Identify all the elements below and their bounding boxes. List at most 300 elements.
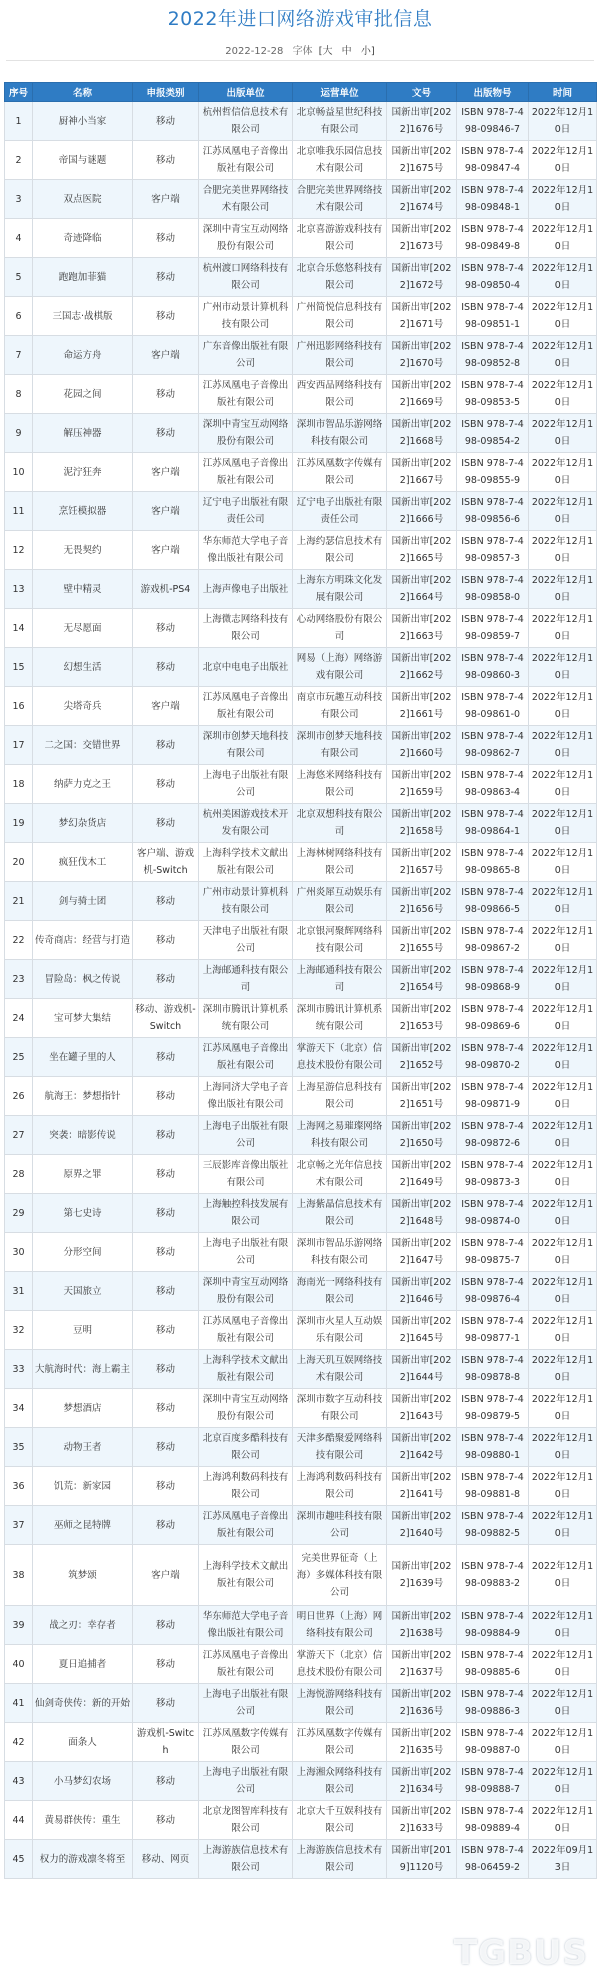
cell-date: 2022年12月10日 bbox=[529, 1545, 597, 1606]
cell-operator: 北京喜游游戏科技有限公司 bbox=[293, 219, 387, 258]
cell-date: 2022年12月10日 bbox=[529, 1194, 597, 1233]
cell-operator: 深圳市创梦天地科技有限公司 bbox=[293, 726, 387, 765]
cell-approval-number: 国新出审[2022]1637号 bbox=[387, 1645, 457, 1684]
cell-index: 4 bbox=[5, 219, 33, 258]
cell-index: 43 bbox=[5, 1762, 33, 1801]
header-approval-number: 文号 bbox=[387, 83, 457, 102]
cell-approval-number: 国新出审[2022]1642号 bbox=[387, 1428, 457, 1467]
cell-operator: 深圳市火星人互动娱乐有限公司 bbox=[293, 1311, 387, 1350]
cell-publisher: 深圳中青宝互动网络股份有限公司 bbox=[199, 219, 293, 258]
cell-category: 客户端 bbox=[133, 492, 199, 531]
cell-category: 移动 bbox=[133, 1038, 199, 1077]
cell-date: 2022年12月10日 bbox=[529, 960, 597, 999]
cell-index: 5 bbox=[5, 258, 33, 297]
cell-approval-number: 国新出审[2022]1662号 bbox=[387, 648, 457, 687]
cell-operator: 掌游天下（北京）信息技术股份有限公司 bbox=[293, 1038, 387, 1077]
cell-index: 13 bbox=[5, 570, 33, 609]
cell-index: 30 bbox=[5, 1233, 33, 1272]
cell-date: 2022年12月10日 bbox=[529, 1389, 597, 1428]
table-row bbox=[5, 726, 597, 765]
cell-game-name: 纳萨力克之王 bbox=[33, 765, 133, 804]
cell-game-name: 梦幻杂货店 bbox=[33, 804, 133, 843]
cell-isbn: ISBN 978-7-498-09856-6 bbox=[457, 492, 529, 531]
cell-approval-number: 国新出审[2022]1641号 bbox=[387, 1467, 457, 1506]
cell-publisher: 三辰影库音像出版社有限公司 bbox=[199, 1155, 293, 1194]
cell-approval-number: 国新出审[2022]1639号 bbox=[387, 1545, 457, 1606]
meta-bar bbox=[0, 42, 600, 57]
table-row bbox=[5, 765, 597, 804]
cell-isbn: ISBN 978-7-498-09854-2 bbox=[457, 414, 529, 453]
cell-game-name: 分形空间 bbox=[33, 1233, 133, 1272]
cell-date: 2022年12月10日 bbox=[529, 1155, 597, 1194]
cell-game-name: 仙剑奇侠传：新的开始 bbox=[33, 1684, 133, 1723]
cell-index: 21 bbox=[5, 882, 33, 921]
cell-game-name: 尖塔奇兵 bbox=[33, 687, 133, 726]
cell-index: 37 bbox=[5, 1506, 33, 1545]
cell-publisher: 上海科学技术文献出版社有限公司 bbox=[199, 1545, 293, 1606]
cell-isbn: ISBN 978-7-498-09888-7 bbox=[457, 1762, 529, 1801]
cell-index: 16 bbox=[5, 687, 33, 726]
cell-isbn: ISBN 978-7-498-09883-2 bbox=[457, 1545, 529, 1606]
cell-approval-number: 国新出审[2022]1651号 bbox=[387, 1077, 457, 1116]
cell-game-name: 黄易群侠传：重生 bbox=[33, 1801, 133, 1840]
cell-isbn: ISBN 978-7-498-09882-5 bbox=[457, 1506, 529, 1545]
cell-isbn: ISBN 978-7-498-09872-6 bbox=[457, 1116, 529, 1155]
cell-isbn: ISBN 978-7-498-09884-9 bbox=[457, 1606, 529, 1645]
cell-publisher: 广州市动景计算机科技有限公司 bbox=[199, 882, 293, 921]
table-row bbox=[5, 414, 597, 453]
cell-index: 10 bbox=[5, 453, 33, 492]
cell-isbn: ISBN 978-7-498-09859-7 bbox=[457, 609, 529, 648]
cell-date: 2022年12月10日 bbox=[529, 1272, 597, 1311]
cell-approval-number: 国新出审[2022]1664号 bbox=[387, 570, 457, 609]
table-row bbox=[5, 609, 597, 648]
cell-category: 客户端 bbox=[133, 531, 199, 570]
cell-operator: 广州简悦信息科技有限公司 bbox=[293, 297, 387, 336]
cell-index: 20 bbox=[5, 843, 33, 882]
cell-category: 移动 bbox=[133, 375, 199, 414]
cell-operator: 上海林树网络科技有限公司 bbox=[293, 843, 387, 882]
cell-game-name: 筑梦颂 bbox=[33, 1545, 133, 1606]
cell-operator: 完美世界征奇（上海）多媒体科技有限公司 bbox=[293, 1545, 387, 1606]
font-size-small[interactable]: 小] bbox=[360, 46, 375, 57]
cell-publisher: 北京中电电子出版社 bbox=[199, 648, 293, 687]
cell-approval-number: 国新出审[2022]1675号 bbox=[387, 141, 457, 180]
cell-publisher: 江苏凤凰数字传媒有限公司 bbox=[199, 1723, 293, 1762]
cell-publisher: 辽宁电子出版社有限责任公司 bbox=[199, 492, 293, 531]
cell-isbn: ISBN 978-7-498-09847-4 bbox=[457, 141, 529, 180]
cell-game-name: 命运方舟 bbox=[33, 336, 133, 375]
cell-category: 移动 bbox=[133, 141, 199, 180]
cell-isbn: ISBN 978-7-498-09864-1 bbox=[457, 804, 529, 843]
cell-approval-number: 国新出审[2022]1660号 bbox=[387, 726, 457, 765]
table-row bbox=[5, 1155, 597, 1194]
cell-publisher: 上海游族信息技术有限公司 bbox=[199, 1840, 293, 1879]
cell-game-name: 无畏契约 bbox=[33, 531, 133, 570]
cell-index: 2 bbox=[5, 141, 33, 180]
cell-date: 2022年12月10日 bbox=[529, 531, 597, 570]
font-size-medium[interactable]: 中 bbox=[341, 46, 352, 57]
cell-date: 2022年12月10日 bbox=[529, 180, 597, 219]
table-row bbox=[5, 141, 597, 180]
cell-index: 26 bbox=[5, 1077, 33, 1116]
cell-date: 2022年12月10日 bbox=[529, 765, 597, 804]
table-row bbox=[5, 999, 597, 1038]
cell-date: 2022年12月10日 bbox=[529, 102, 597, 141]
cell-operator: 北京畅之光年信息技术有限公司 bbox=[293, 1155, 387, 1194]
cell-index: 44 bbox=[5, 1801, 33, 1840]
cell-isbn: ISBN 978-7-498-09866-5 bbox=[457, 882, 529, 921]
table-row bbox=[5, 1428, 597, 1467]
cell-game-name: 花园之间 bbox=[33, 375, 133, 414]
cell-date: 2022年12月10日 bbox=[529, 1428, 597, 1467]
cell-operator: 上海网之易璀璨网络科技有限公司 bbox=[293, 1116, 387, 1155]
cell-index: 11 bbox=[5, 492, 33, 531]
cell-approval-number: 国新出审[2022]1657号 bbox=[387, 843, 457, 882]
table-row bbox=[5, 531, 597, 570]
cell-category: 移动 bbox=[133, 1428, 199, 1467]
table-row bbox=[5, 804, 597, 843]
cell-category: 客户端 bbox=[133, 180, 199, 219]
cell-index: 1 bbox=[5, 102, 33, 141]
cell-approval-number: 国新出审[2022]1656号 bbox=[387, 882, 457, 921]
cell-date: 2022年09月13日 bbox=[529, 1840, 597, 1879]
cell-date: 2022年12月10日 bbox=[529, 609, 597, 648]
cell-game-name: 疯狂伐木工 bbox=[33, 843, 133, 882]
cell-category: 客户端 bbox=[133, 687, 199, 726]
cell-index: 29 bbox=[5, 1194, 33, 1233]
cell-approval-number: 国新出审[2022]1659号 bbox=[387, 765, 457, 804]
cell-date: 2022年12月10日 bbox=[529, 687, 597, 726]
table-row bbox=[5, 180, 597, 219]
cell-game-name: 巫师之昆特牌 bbox=[33, 1506, 133, 1545]
cell-date: 2022年12月10日 bbox=[529, 1645, 597, 1684]
cell-isbn: ISBN 978-7-498-09851-1 bbox=[457, 297, 529, 336]
cell-game-name: 大航海时代：海上霸主 bbox=[33, 1350, 133, 1389]
cell-index: 45 bbox=[5, 1840, 33, 1879]
header-date: 时间 bbox=[529, 83, 597, 102]
cell-publisher: 华东师范大学电子音像出版社有限公司 bbox=[199, 1606, 293, 1645]
cell-date: 2022年12月10日 bbox=[529, 1311, 597, 1350]
cell-category: 移动 bbox=[133, 1116, 199, 1155]
cell-index: 15 bbox=[5, 648, 33, 687]
cell-category: 移动 bbox=[133, 1311, 199, 1350]
cell-operator: 辽宁电子出版社有限责任公司 bbox=[293, 492, 387, 531]
cell-index: 8 bbox=[5, 375, 33, 414]
cell-publisher: 上海电子出版社有限公司 bbox=[199, 765, 293, 804]
cell-operator: 广州炎犀互动娱乐有限公司 bbox=[293, 882, 387, 921]
cell-game-name: 饥荒：新家园 bbox=[33, 1467, 133, 1506]
cell-date: 2022年12月10日 bbox=[529, 921, 597, 960]
cell-approval-number: 国新出审[2022]1649号 bbox=[387, 1155, 457, 1194]
cell-category: 移动 bbox=[133, 1389, 199, 1428]
cell-date: 2022年12月10日 bbox=[529, 804, 597, 843]
cell-game-name: 权力的游戏凛冬将至 bbox=[33, 1840, 133, 1879]
cell-game-name: 动物王者 bbox=[33, 1428, 133, 1467]
cell-operator: 网易（上海）网络游戏有限公司 bbox=[293, 648, 387, 687]
cell-category: 移动 bbox=[133, 1155, 199, 1194]
cell-date: 2022年12月10日 bbox=[529, 258, 597, 297]
cell-game-name: 泥泞狂奔 bbox=[33, 453, 133, 492]
font-size-large[interactable]: [大 bbox=[318, 46, 333, 57]
approval-table bbox=[4, 82, 597, 1879]
cell-approval-number: 国新出审[2019]1120号 bbox=[387, 1840, 457, 1879]
cell-approval-number: 国新出审[2022]1663号 bbox=[387, 609, 457, 648]
cell-publisher: 杭州渡口网络科技有限公司 bbox=[199, 258, 293, 297]
cell-isbn: ISBN 978-7-498-09871-9 bbox=[457, 1077, 529, 1116]
cell-category: 游戏机-Switch bbox=[133, 1723, 199, 1762]
cell-date: 2022年12月10日 bbox=[529, 141, 597, 180]
cell-operator: 上海星游信息科技有限公司 bbox=[293, 1077, 387, 1116]
cell-operator: 合肥完美世界网络技术有限公司 bbox=[293, 180, 387, 219]
cell-game-name: 解压神器 bbox=[33, 414, 133, 453]
cell-game-name: 第七史诗 bbox=[33, 1194, 133, 1233]
cell-publisher: 广东音像出版社有限公司 bbox=[199, 336, 293, 375]
table-row bbox=[5, 492, 597, 531]
cell-operator: 北京大千互娱科技有限公司 bbox=[293, 1801, 387, 1840]
cell-game-name: 传奇商店：经营与打造 bbox=[33, 921, 133, 960]
cell-publisher: 江苏凤凰电子音像出版社有限公司 bbox=[199, 453, 293, 492]
cell-isbn: ISBN 978-7-498-09846-7 bbox=[457, 102, 529, 141]
cell-date: 2022年12月10日 bbox=[529, 1606, 597, 1645]
cell-category: 移动 bbox=[133, 1606, 199, 1645]
cell-operator: 江苏凤凰数字传媒有限公司 bbox=[293, 1723, 387, 1762]
cell-date: 2022年12月10日 bbox=[529, 1350, 597, 1389]
header-name: 名称 bbox=[33, 83, 133, 102]
cell-operator: 上海邮通科技有限公司 bbox=[293, 960, 387, 999]
cell-publisher: 江苏凤凰电子音像出版社有限公司 bbox=[199, 1506, 293, 1545]
cell-operator: 北京合乐悠悠科技有限公司 bbox=[293, 258, 387, 297]
cell-publisher: 天津电子出版社有限公司 bbox=[199, 921, 293, 960]
cell-operator: 深圳市腾讯计算机系统有限公司 bbox=[293, 999, 387, 1038]
cell-index: 7 bbox=[5, 336, 33, 375]
cell-index: 14 bbox=[5, 609, 33, 648]
cell-game-name: 夏日追捕者 bbox=[33, 1645, 133, 1684]
table-row bbox=[5, 258, 597, 297]
cell-game-name: 剑与骑士团 bbox=[33, 882, 133, 921]
table-row bbox=[5, 1233, 597, 1272]
table-row bbox=[5, 1723, 597, 1762]
cell-isbn: ISBN 978-7-498-09876-4 bbox=[457, 1272, 529, 1311]
cell-approval-number: 国新出审[2022]1661号 bbox=[387, 687, 457, 726]
cell-publisher: 北京百度多酷科技有限公司 bbox=[199, 1428, 293, 1467]
table-row bbox=[5, 453, 597, 492]
site-watermark: TGBUS bbox=[453, 1933, 588, 1973]
cell-operator: 上海紫晶信息技术有限公司 bbox=[293, 1194, 387, 1233]
cell-date: 2022年12月10日 bbox=[529, 1116, 597, 1155]
cell-isbn: ISBN 978-7-498-09863-4 bbox=[457, 765, 529, 804]
cell-date: 2022年12月10日 bbox=[529, 726, 597, 765]
font-size-label: 字体 bbox=[292, 46, 313, 57]
cell-date: 2022年12月10日 bbox=[529, 492, 597, 531]
header-index: 序号 bbox=[5, 83, 33, 102]
cell-isbn: ISBN 978-7-498-09870-2 bbox=[457, 1038, 529, 1077]
cell-publisher: 江苏凤凰电子音像出版社有限公司 bbox=[199, 1311, 293, 1350]
cell-operator: 天津多酷聚爱网络科技有限公司 bbox=[293, 1428, 387, 1467]
cell-approval-number: 国新出审[2022]1674号 bbox=[387, 180, 457, 219]
cell-isbn: ISBN 978-7-498-09848-1 bbox=[457, 180, 529, 219]
cell-category: 移动 bbox=[133, 1467, 199, 1506]
cell-operator: 南京市玩趣互动科技有限公司 bbox=[293, 687, 387, 726]
cell-game-name: 幻想生活 bbox=[33, 648, 133, 687]
cell-date: 2022年12月10日 bbox=[529, 1038, 597, 1077]
cell-approval-number: 国新出审[2022]1670号 bbox=[387, 336, 457, 375]
cell-game-name: 面条人 bbox=[33, 1723, 133, 1762]
cell-approval-number: 国新出审[2022]1643号 bbox=[387, 1389, 457, 1428]
cell-category: 移动 bbox=[133, 1077, 199, 1116]
table-body bbox=[5, 102, 597, 1879]
cell-approval-number: 国新出审[2022]1633号 bbox=[387, 1801, 457, 1840]
cell-isbn: ISBN 978-7-498-09877-1 bbox=[457, 1311, 529, 1350]
cell-publisher: 深圳市创梦天地科技有限公司 bbox=[199, 726, 293, 765]
table-row bbox=[5, 1116, 597, 1155]
cell-game-name: 战之刃：幸存者 bbox=[33, 1606, 133, 1645]
table-row bbox=[5, 687, 597, 726]
cell-index: 32 bbox=[5, 1311, 33, 1350]
cell-isbn: ISBN 978-7-498-09850-4 bbox=[457, 258, 529, 297]
cell-publisher: 江苏凤凰电子音像出版社有限公司 bbox=[199, 1038, 293, 1077]
cell-isbn: ISBN 978-7-498-09886-3 bbox=[457, 1684, 529, 1723]
cell-isbn: ISBN 978-7-498-06459-2 bbox=[457, 1840, 529, 1879]
cell-publisher: 上海触控科技发展有限公司 bbox=[199, 1194, 293, 1233]
cell-approval-number: 国新出审[2022]1666号 bbox=[387, 492, 457, 531]
cell-index: 23 bbox=[5, 960, 33, 999]
header-publisher: 出版单位 bbox=[199, 83, 293, 102]
cell-operator: 海南光一网络科技有限公司 bbox=[293, 1272, 387, 1311]
cell-publisher: 上海电子出版社有限公司 bbox=[199, 1233, 293, 1272]
cell-publisher: 上海科学技术文献出版社有限公司 bbox=[199, 1350, 293, 1389]
cell-category: 移动 bbox=[133, 609, 199, 648]
table-row bbox=[5, 1762, 597, 1801]
table-row bbox=[5, 102, 597, 141]
cell-category: 移动 bbox=[133, 1272, 199, 1311]
cell-isbn: ISBN 978-7-498-09852-8 bbox=[457, 336, 529, 375]
table-row bbox=[5, 1311, 597, 1350]
cell-index: 12 bbox=[5, 531, 33, 570]
cell-isbn: ISBN 978-7-498-09880-1 bbox=[457, 1428, 529, 1467]
cell-publisher: 上海同济大学电子音像出版社有限公司 bbox=[199, 1077, 293, 1116]
cell-operator: 掌游天下（北京）信息技术股份有限公司 bbox=[293, 1645, 387, 1684]
cell-approval-number: 国新出审[2022]1650号 bbox=[387, 1116, 457, 1155]
cell-category: 移动 bbox=[133, 258, 199, 297]
table-row bbox=[5, 960, 597, 999]
cell-approval-number: 国新出审[2022]1646号 bbox=[387, 1272, 457, 1311]
cell-index: 28 bbox=[5, 1155, 33, 1194]
cell-date: 2022年12月10日 bbox=[529, 1723, 597, 1762]
cell-approval-number: 国新出审[2022]1667号 bbox=[387, 453, 457, 492]
cell-date: 2022年12月10日 bbox=[529, 336, 597, 375]
cell-isbn: ISBN 978-7-498-09855-9 bbox=[457, 453, 529, 492]
cell-game-name: 豆明 bbox=[33, 1311, 133, 1350]
cell-isbn: ISBN 978-7-498-09885-6 bbox=[457, 1645, 529, 1684]
table-row bbox=[5, 882, 597, 921]
cell-category: 移动 bbox=[133, 921, 199, 960]
cell-approval-number: 国新出审[2022]1673号 bbox=[387, 219, 457, 258]
cell-category: 移动 bbox=[133, 1801, 199, 1840]
cell-operator: 北京畅益星世纪科技有限公司 bbox=[293, 102, 387, 141]
cell-publisher: 上海声像电子出版社 bbox=[199, 570, 293, 609]
cell-date: 2022年12月10日 bbox=[529, 1077, 597, 1116]
table-row bbox=[5, 1840, 597, 1879]
cell-index: 40 bbox=[5, 1645, 33, 1684]
cell-game-name: 宝可梦大集结 bbox=[33, 999, 133, 1038]
cell-index: 27 bbox=[5, 1116, 33, 1155]
cell-index: 25 bbox=[5, 1038, 33, 1077]
cell-game-name: 帝国与谜题 bbox=[33, 141, 133, 180]
cell-approval-number: 国新出审[2022]1648号 bbox=[387, 1194, 457, 1233]
header-operator: 运营单位 bbox=[293, 83, 387, 102]
cell-index: 39 bbox=[5, 1606, 33, 1645]
cell-publisher: 江苏凤凰电子音像出版社有限公司 bbox=[199, 1645, 293, 1684]
table-row bbox=[5, 1038, 597, 1077]
cell-publisher: 上海邮通科技有限公司 bbox=[199, 960, 293, 999]
cell-game-name: 坐在罐子里的人 bbox=[33, 1038, 133, 1077]
cell-category: 移动 bbox=[133, 1350, 199, 1389]
cell-publisher: 上海电子出版社有限公司 bbox=[199, 1684, 293, 1723]
cell-game-name: 冒险岛：枫之传说 bbox=[33, 960, 133, 999]
cell-category: 移动 bbox=[133, 414, 199, 453]
table-row bbox=[5, 921, 597, 960]
cell-isbn: ISBN 978-7-498-09878-8 bbox=[457, 1350, 529, 1389]
cell-game-name: 突袭：暗影传说 bbox=[33, 1116, 133, 1155]
cell-isbn: ISBN 978-7-498-09867-2 bbox=[457, 921, 529, 960]
cell-category: 移动 bbox=[133, 1233, 199, 1272]
cell-category: 移动 bbox=[133, 648, 199, 687]
cell-approval-number: 国新出审[2022]1636号 bbox=[387, 1684, 457, 1723]
cell-approval-number: 国新出审[2022]1645号 bbox=[387, 1311, 457, 1350]
cell-operator: 深圳市趣哇科技有限公司 bbox=[293, 1506, 387, 1545]
table-row bbox=[5, 297, 597, 336]
cell-category: 移动 bbox=[133, 1194, 199, 1233]
cell-publisher: 华东师范大学电子音像出版社有限公司 bbox=[199, 531, 293, 570]
table-row bbox=[5, 1272, 597, 1311]
cell-index: 36 bbox=[5, 1467, 33, 1506]
cell-operator: 深圳市数字互动科技有限公司 bbox=[293, 1389, 387, 1428]
cell-game-name: 跑跑加菲猫 bbox=[33, 258, 133, 297]
cell-isbn: ISBN 978-7-498-09874-0 bbox=[457, 1194, 529, 1233]
cell-isbn: ISBN 978-7-498-09875-7 bbox=[457, 1233, 529, 1272]
table-row bbox=[5, 1467, 597, 1506]
cell-approval-number: 国新出审[2022]1634号 bbox=[387, 1762, 457, 1801]
cell-game-name: 小马梦幻农场 bbox=[33, 1762, 133, 1801]
cell-category: 移动 bbox=[133, 1506, 199, 1545]
cell-date: 2022年12月10日 bbox=[529, 648, 597, 687]
cell-operator: 上海鸿利数码科技有限公司 bbox=[293, 1467, 387, 1506]
cell-game-name: 双点医院 bbox=[33, 180, 133, 219]
cell-approval-number: 国新出审[2022]1647号 bbox=[387, 1233, 457, 1272]
cell-date: 2022年12月10日 bbox=[529, 414, 597, 453]
cell-date: 2022年12月10日 bbox=[529, 219, 597, 258]
cell-operator: 江苏凤凰数字传媒有限公司 bbox=[293, 453, 387, 492]
cell-publisher: 合肥完美世界网络技术有限公司 bbox=[199, 180, 293, 219]
cell-category: 移动、网页 bbox=[133, 1840, 199, 1879]
table-row bbox=[5, 1350, 597, 1389]
cell-operator: 北京双想科技有限公司 bbox=[293, 804, 387, 843]
cell-category: 移动 bbox=[133, 1645, 199, 1684]
cell-isbn: ISBN 978-7-498-09889-4 bbox=[457, 1801, 529, 1840]
cell-game-name: 厨神小当家 bbox=[33, 102, 133, 141]
cell-category: 客户端 bbox=[133, 336, 199, 375]
cell-date: 2022年12月10日 bbox=[529, 843, 597, 882]
cell-approval-number: 国新出审[2022]1644号 bbox=[387, 1350, 457, 1389]
cell-category: 移动 bbox=[133, 726, 199, 765]
cell-date: 2022年12月10日 bbox=[529, 1506, 597, 1545]
cell-game-name: 天国旅立 bbox=[33, 1272, 133, 1311]
cell-date: 2022年12月10日 bbox=[529, 1762, 597, 1801]
cell-approval-number: 国新出审[2022]1652号 bbox=[387, 1038, 457, 1077]
cell-publisher: 深圳市腾讯计算机系统有限公司 bbox=[199, 999, 293, 1038]
cell-publisher: 杭州哲信信息技术有限公司 bbox=[199, 102, 293, 141]
